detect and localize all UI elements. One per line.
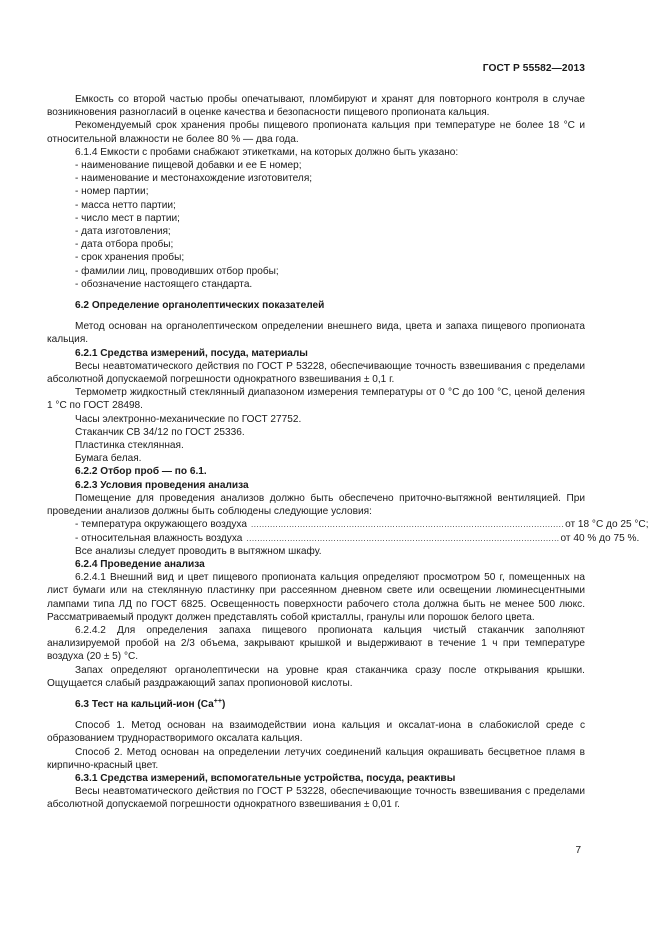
leader-dots: ................................................................................................................... <box>246 533 560 543</box>
subsection-heading-6-2-4: 6.2.4 Проведение анализа <box>75 558 205 570</box>
list-item: - число мест в партии; <box>75 212 180 224</box>
paragraph: Рекомендуемый срок хранения пробы пищевого пропионата кальция при температуре не более 18 °С и относительной влажности не более 80 % — два года. <box>47 120 585 145</box>
subsection-heading-6-2-3: 6.2.3 Условия проведения анализа <box>75 479 249 491</box>
page-number: 7 <box>575 845 581 856</box>
subsection-heading-6-3-1: 6.3.1 Средства измерений, вспомогательные устройства, посуда, реактивы <box>75 772 456 784</box>
paragraph: Часы электронно-механические по ГОСТ 27752. <box>75 413 302 425</box>
list-item: - дата отбора пробы; <box>75 239 174 251</box>
leader-dots: ................................................................................................................... <box>250 520 565 530</box>
paragraph: Весы неавтоматического действия по ГОСТ Р 53228, обеспечивающие точность взвешивания с пределами абсолютной допускаемой погрешности однократного взвешивания ± 0,1 г. <box>47 360 585 386</box>
paragraph: Весы неавтоматического действия по ГОСТ Р 53228, обеспечивающие точность взвешивания с пределами абсолютной допускаемой погрешности однократного взвешивания ± 0,01 г. <box>47 786 585 811</box>
paragraph: 6.2.4.1 Внешний вид и цвет пищевого пропионата кальция определяют просмотром 50 г, помещенных на лист бумаги или на стеклянную пластинку при рассеянном дневном свете или освещении люминесцентными лампами типа ЛД по ГОСТ 6825. Освещенность поверхности рабочего стола должна быть не менее 500 люкс. Рассматриваемый продукт должен представлять собой кристаллы, гранулы или порошок белого цвета. <box>47 572 585 623</box>
paragraph: Помещение для проведения анализов должно быть обеспечено приточно-вытяжной вентиляцией. При проведении анализов должны быть соблюдены следующие условия: <box>47 492 585 518</box>
paragraph: Способ 2. Метод основан на определении летучих соединений кальция окрашивать бесцветное пламя в кирпично-красный цвет. <box>47 746 585 771</box>
paragraph: Термометр жидкостный стеклянный диапазоном измерения температуры от 0 °С до 100 °С, ценой деления 1 °С по ГОСТ 28498. <box>47 387 585 412</box>
paragraph: Метод основан на органолептическом определении внешнего вида, цвета и запаха пищевого пропионата кальция. <box>47 321 585 346</box>
condition-label: - температура окружающего воздуха <box>75 519 247 531</box>
document-body <box>47 93 649 812</box>
condition-row <box>47 532 640 545</box>
list-item: - фамилии лиц, проводивших отбор пробы; <box>75 265 279 277</box>
label-requirements-list <box>47 159 585 291</box>
paragraph: Стаканчик СВ 34/12 по ГОСТ 25336. <box>75 426 245 438</box>
document-header: ГОСТ Р 55582—2013 <box>482 63 585 74</box>
paragraph: Все анализы следует проводить в вытяжном шкафу. <box>75 545 322 557</box>
condition-row <box>47 518 649 531</box>
subsection-heading-6-2-1: 6.2.1 Средства измерений, посуда, материалы <box>75 347 308 359</box>
section-heading-6-3: 6.3 Тест на кальций-ион (Са++) <box>75 697 226 710</box>
paragraph: Пластинка стеклянная. <box>75 440 184 452</box>
paragraph: Емкость со второй частью пробы опечатывают, пломбируют и хранят для повторного контроля в случае возникновения разногласий в оценке качества и безопасности пищевого пропионата кальция. <box>47 94 585 119</box>
list-item: - дата изготовления; <box>75 226 171 238</box>
subsection-heading-6-2-2: 6.2.2 Отбор проб — по 6.1. <box>75 466 207 478</box>
condition-value: от 40 % до 75 %. <box>560 532 640 544</box>
paragraph: 6.1.4 Емкости с пробами снабжают этикетками, на которых должно быть указано: <box>75 146 459 158</box>
paragraph: Бумага белая. <box>75 453 142 465</box>
list-item: - номер партии; <box>75 186 149 198</box>
section-heading-6-2: 6.2 Определение органолептических показателей <box>75 300 325 312</box>
paragraph: Способ 1. Метод основан на взаимодействии иона кальция и оксалат-иона в слабокислой среде с образованием труднорастворимого оксалата кальция. <box>47 720 585 745</box>
condition-value: от 18 °С до 25 °С; <box>565 519 649 531</box>
list-item: - наименование пищевой добавки и ее Е номер; <box>75 160 302 172</box>
list-item: - масса нетто партии; <box>75 199 176 211</box>
condition-label: - относительная влажность воздуха <box>75 532 243 544</box>
paragraph: 6.2.4.2 Для определения запаха пищевого пропионата кальция чистый стаканчик заполняют анализируемой пробой на 2/3 объема, закрывают крышкой и выдерживают в течение 1 ч при температуре воздуха (20 ± 5) °С. <box>47 624 585 663</box>
list-item: - срок хранения пробы; <box>75 252 185 264</box>
list-item: - наименование и местонахождение изготовителя; <box>75 173 313 185</box>
list-item: - обозначение настоящего стандарта. <box>75 278 253 290</box>
paragraph: Запах определяют органолептически на уровне края стаканчика сразу после открывания крышки. Ощущается слабый раздражающий запах пропионовой кислоты. <box>47 664 585 689</box>
